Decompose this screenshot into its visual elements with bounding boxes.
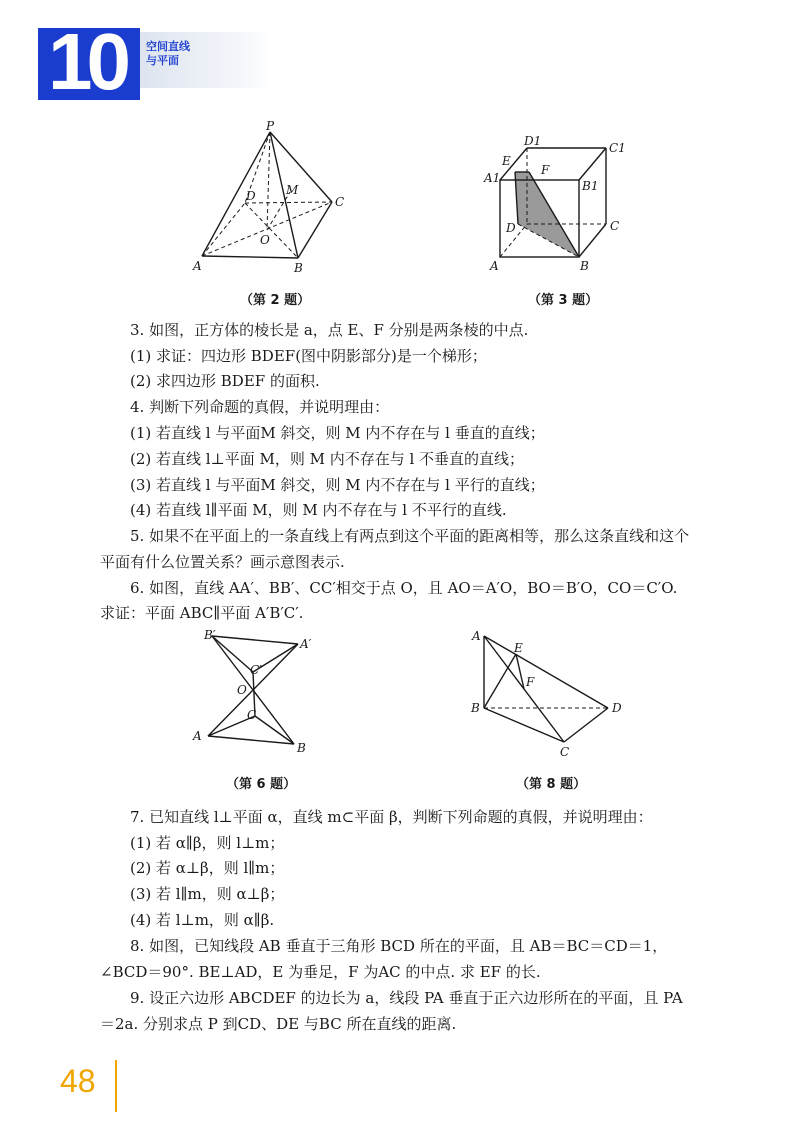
text-line: 9. 设正六边形 ABCDEF 的边长为 a，线段 PA 垂直于正六边形所在的平面，且 PA bbox=[130, 989, 683, 1007]
fig8-label-C: C bbox=[560, 745, 570, 759]
text-line: 4. 判断下列命题的真假，并说明理由： bbox=[130, 398, 390, 416]
fig6-label-Cprime: C′ bbox=[250, 663, 262, 677]
fig2-label-D: D bbox=[246, 189, 256, 203]
fig6-label-C: C bbox=[247, 708, 257, 722]
figure-6-caption: （第 6 题） bbox=[226, 777, 297, 792]
fig8-label-E: E bbox=[514, 641, 523, 655]
figure-3-cube bbox=[482, 132, 632, 277]
text-line: 7. 已知直线 l⊥平面 α，直线 m⊂平面 β，判断下列命题的真假，并说明理由： bbox=[130, 808, 653, 826]
figure-2-pyramid bbox=[190, 118, 360, 278]
fig3-label-E: E bbox=[502, 154, 511, 168]
chapter-title-line1: 空间直线 bbox=[146, 41, 190, 53]
page-number-divider bbox=[115, 1060, 117, 1112]
text-line: 6. 如图，直线 AA′、BB′、CC′相交于点 O，且 AO＝A′O，BO＝B′O，CO＝C′O. bbox=[130, 579, 678, 597]
fig8-label-D: D bbox=[612, 701, 622, 715]
fig3-label-A: A bbox=[490, 259, 499, 273]
fig6-label-Bprime: B′ bbox=[204, 628, 216, 642]
text-line: (3) 若 l∥m，则 α⊥β； bbox=[130, 885, 285, 903]
text-line: 8. 如图，已知线段 AB 垂直于三角形 BCD 所在的平面，且 AB＝BC＝CD＝1， bbox=[130, 937, 668, 955]
text-line: (1) 若直线 l 与平面M 斜交，则 M 内不存在与 l 垂直的直线； bbox=[130, 424, 545, 442]
fig2-label-O: O bbox=[260, 233, 270, 247]
chapter-number: 10 bbox=[48, 17, 125, 106]
fig8-label-A: A bbox=[472, 629, 481, 643]
fig3-label-F: F bbox=[541, 163, 550, 177]
figure-6-triangles bbox=[190, 626, 330, 761]
text-line: (4) 若 l⊥m，则 α∥β. bbox=[130, 911, 275, 929]
page-number: 48 bbox=[60, 1063, 96, 1099]
chapter-title-line2: 与平面 bbox=[146, 55, 179, 67]
text-line: (2) 若直线 l⊥平面 M，则 M 内不存在与 l 不垂直的直线； bbox=[130, 450, 525, 468]
text-line: ∠BCD＝90°. BE⊥AD，E 为垂足，F 为AC 的中点. 求 EF 的长. bbox=[100, 963, 541, 981]
fig3-label-B: B bbox=[580, 259, 589, 273]
fig6-label-B: B bbox=[297, 741, 306, 755]
fig2-label-B: B bbox=[294, 261, 303, 275]
fig3-label-C: C bbox=[610, 219, 620, 233]
figure-8-caption: （第 8 题） bbox=[516, 777, 587, 792]
fig3-label-D: D bbox=[506, 221, 516, 235]
figure-8-tetrahedron bbox=[466, 626, 636, 761]
fig2-label-A: A bbox=[193, 259, 202, 273]
fig2-label-M: M bbox=[286, 183, 299, 197]
fig3-label-D1: D1 bbox=[524, 134, 542, 148]
text-line: ＝2a. 分别求点 P 到CD、DE 与BC 所在直线的距离. bbox=[100, 1015, 457, 1033]
figure-3-caption: （第 3 题） bbox=[528, 293, 599, 308]
fig2-label-C: C bbox=[335, 195, 345, 209]
text-line: 5. 如果不在平面上的一条直线上有两点到这个平面的距离相等，那么这条直线和这个 bbox=[130, 527, 690, 545]
text-line: (3) 若直线 l 与平面M 斜交，则 M 内不存在与 l 平行的直线； bbox=[130, 476, 545, 494]
fig2-label-P: P bbox=[266, 119, 275, 133]
text-line: (1) 求证：四边形 BDEF(图中阴影部分)是一个梯形； bbox=[130, 347, 487, 365]
text-line: 求证：平面 ABC∥平面 A′B′C′. bbox=[100, 604, 304, 622]
fig8-label-F: F bbox=[526, 675, 535, 689]
text-line: (2) 若 α⊥β，则 l∥m； bbox=[130, 859, 285, 877]
fig6-label-Aprime: A′ bbox=[300, 637, 312, 651]
fig3-label-C1: C1 bbox=[609, 141, 626, 155]
text-line: 3. 如图，正方体的棱长是 a，点 E、F 分别是两条棱的中点. bbox=[130, 321, 529, 339]
fig3-label-A1: A1 bbox=[484, 171, 501, 185]
fig8-label-B: B bbox=[471, 701, 480, 715]
text-line: (2) 求四边形 BDEF 的面积. bbox=[130, 372, 320, 390]
text-line: (4) 若直线 l∥平面 M，则 M 内不存在与 l 不平行的直线. bbox=[130, 501, 507, 519]
fig6-label-O: O bbox=[237, 683, 247, 697]
chapter-title bbox=[146, 40, 190, 68]
text-line: (1) 若 α∥β，则 l⊥m； bbox=[130, 834, 285, 852]
fig3-label-B1: B1 bbox=[582, 179, 599, 193]
text-line: 平面有什么位置关系？画示意图表示. bbox=[100, 553, 345, 571]
figure-2-caption: （第 2 题） bbox=[240, 293, 311, 308]
fig6-label-A: A bbox=[193, 729, 202, 743]
